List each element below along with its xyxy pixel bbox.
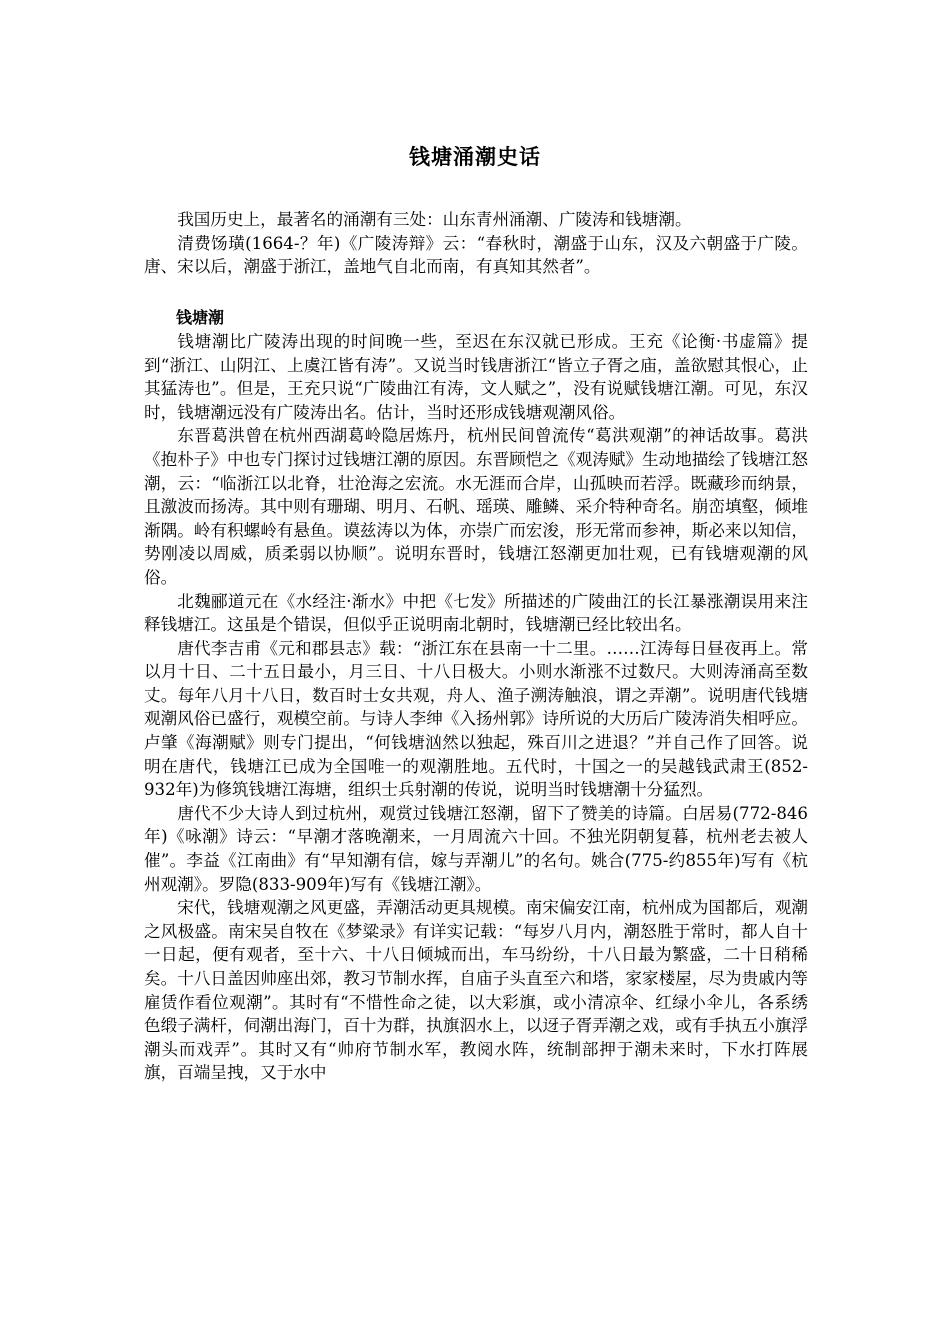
body-paragraph: 东晋葛洪曾在杭州西湖葛岭隐居炼丹，杭州民间曾流传“葛洪观潮”的神话故事。葛洪《抱朴子》中也专门探讨过钱塘江潮的原因。东晋顾恺之《观涛赋》生动地描绘了钱塘江怒潮，云：“临浙江以北脊，壮沧海之宏流。水无涯而合岸，山孤映而若浮。既藏珍而纳景，且激波而扬涛。其中则有珊瑚、明月、石帆、瑶瑛、雕鳞、采介特种奇名。崩峦填壑，倾堆渐隅。岭有积螺岭有悬鱼。谟兹涛以为体，亦崇广而宏浚，形无常而参神，斯必来以知信，势刚凌以周威，质柔弱以协顺”。说明东晋时，钱塘江怒潮更加壮观，已有钱塘观潮的风俗。 (144, 426, 808, 587)
paragraph-spacer (144, 279, 808, 303)
page-title: 钱塘涌潮史话 (409, 145, 541, 169)
document-body (144, 208, 808, 1085)
section-heading: 钱塘潮 (176, 308, 225, 328)
intro-paragraph: 清费饧璜(1664-？年)《广陵涛辩》云：“春秋时，潮盛于山东，汉及六朝盛于广陵。唐、宋以后，潮盛于浙江，盖地气自北而南，有真知其然者”。 (144, 233, 808, 277)
body-paragraph: 唐代李吉甫《元和郡县志》载：“浙江东在县南一十二里。……江涛每日昼夜再上。常以月十日、二十五日最小，月三日、十八日极大。小则水渐涨不过数尺。大则涛涌高至数丈。每年八月十八日，数百时士女共观，舟人、渔子溯涛触浪，谓之弄潮”。说明唐代钱塘观潮风俗已盛行，观模空前。与诗人李绅《入扬州郭》诗所说的大历后广陵涛消失相呼应。卢肇《海潮赋》则专门提出，“何钱塘汹然以独起，殊百川之进退？”并自己作了回答。说明在唐代，钱塘江已成为全国唯一的观潮胜地。五代时，十国之一的吴越钱武肃王(852-932年)为修筑钱塘江海塘，组织士兵射潮的传说，说明当时钱塘潮十分猛烈。 (144, 638, 808, 800)
body-paragraph: 唐代不少大诗人到过杭州，观赏过钱塘江怒潮，留下了赞美的诗篇。白居易(772-846年)《咏潮》诗云：“早潮才落晚潮来，一月周流六十回。不独光阴朝复暮，杭州老去被人催”。李益《江南曲》有“早知潮有信，嫁与弄潮儿”的名句。姚合(775-约855年)写有《杭州观潮》。罗隐(833-909年)写有《钱塘江潮》。 (144, 803, 808, 894)
body-paragraph: 北魏郦道元在《水经注·渐水》中把《七发》所描述的广陵曲江的长江暴涨潮误用来注释钱塘江。这虽是个错误，但似乎正说明南北朝时，钱塘潮已经比较出名。 (144, 591, 808, 635)
intro-paragraph: 我国历史上，最著名的涌潮有三处：山东青州涌潮、广陵涛和钱塘潮。 (177, 210, 692, 229)
body-paragraph: 宋代，钱塘观潮之风更盛，弄潮活动更具规模。南宋偏安江南，杭州成为国都后，观潮之风极盛。南宋吴自牧在《梦粱录》有详实记载：“每岁八月内，潮怒胜于常时，都人自十一日起，便有观者，至十六、十八日倾城而出，车马纷纷，十八日最为繁盛，二十日稍稀矣。十八日盖因帅座出郊，教习节制水挥，自庙子头直至六和塔，家家楼屋，尽为贵戚内等雇赁作看位观潮”。其时有“不惜性命之徒，以大彩旗，或小清凉伞、红绿小伞儿，各系绣色缎子满杆，伺潮出海门，百十为群，执旗泅水上，以迓子胥弄潮之戏，或有手执五小旗浮潮头而戏弄”。其时又有“帅府节制水军，教阅水阵，统制部押于潮未来时，下水打阵展旗，百端呈拽，又于水中 (144, 898, 808, 1083)
body-paragraph: 钱塘潮比广陵涛出现的时间晚一些，至迟在东汉就已形成。王充《论衡·书虚篇》提到“浙江、山阴江、上虞江皆有涛”。又说当时钱唐浙江“皆立子胥之庙，盖欲慰其恨心，止其猛涛也”。但是，王充只说“广陵曲江有涛，文人赋之”，没有说赋钱塘江潮。可见，东汉时，钱塘潮远没有广陵涛出名。估计，当时还形成钱塘观潮风俗。 (144, 331, 808, 422)
